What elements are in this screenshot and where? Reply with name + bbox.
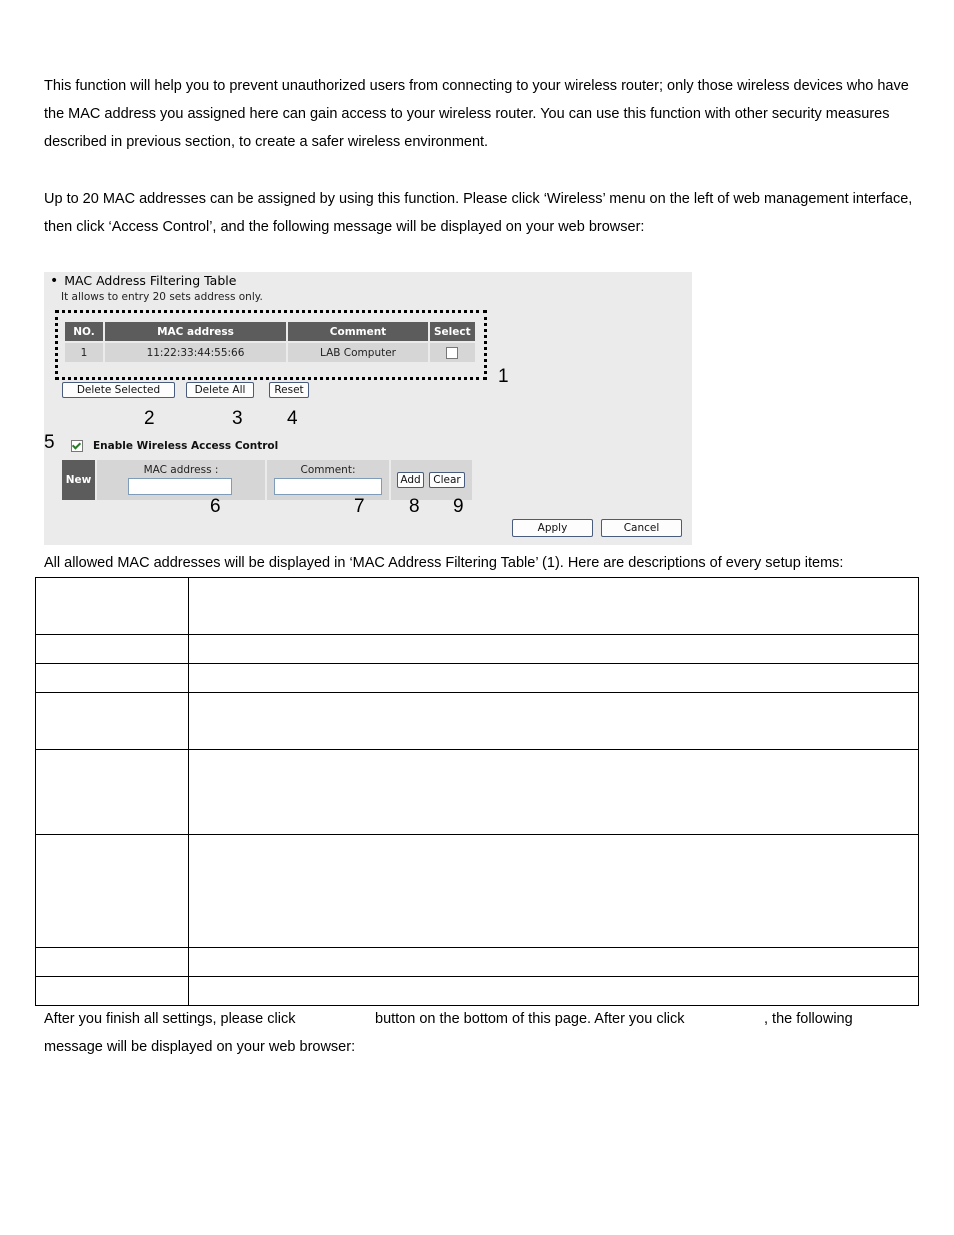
add-clear-cell <box>391 460 472 500</box>
item-description-cell <box>189 693 919 750</box>
closing-part-3: , the following <box>764 1011 853 1027</box>
row-select-checkbox[interactable] <box>446 347 458 359</box>
item-description-cell <box>189 835 919 948</box>
table-caption: All allowed MAC addresses will be displayed in ‘MAC Address Filtering Table’ (1). Here are descriptions of every setup items: <box>44 555 844 571</box>
closing-part-1: After you finish all settings, please click <box>44 1011 296 1027</box>
table-row <box>36 977 919 1006</box>
bullet-icon: • <box>50 273 59 289</box>
clear-button[interactable]: Clear <box>429 472 465 488</box>
table-row <box>36 835 919 948</box>
item-name-cell <box>36 948 189 977</box>
callout-1: 1 <box>498 366 509 387</box>
callout-9: 9 <box>453 496 464 517</box>
callout-8: 8 <box>409 496 420 517</box>
table-row <box>36 948 919 977</box>
row-select-cell <box>430 343 475 362</box>
mac-address-input[interactable] <box>128 478 232 495</box>
item-name-cell <box>36 835 189 948</box>
enable-access-control-row <box>71 440 278 452</box>
row-mac: 11:22:33:44:55:66 <box>105 343 286 362</box>
callout-2: 2 <box>144 408 155 429</box>
table-row <box>36 578 919 635</box>
comment-cell <box>267 460 389 500</box>
item-description-cell <box>189 664 919 693</box>
intro-paragraph-2: Up to 20 MAC addresses can be assigned by using this function. Please click ‘Wireless’ menu on the left of web management interface, then click ‘Access Control’, and the following message will be displayed on your web browser: <box>44 191 913 235</box>
callout-5: 5 <box>44 432 55 453</box>
table-title: • MAC Address Filtering Table <box>50 273 237 289</box>
item-name-cell <box>36 693 189 750</box>
enable-access-control-label: Enable Wireless Access Control <box>93 440 279 452</box>
setup-items-table <box>35 577 919 1006</box>
header-select: Select <box>430 322 475 341</box>
header-mac-address: MAC address <box>105 322 286 341</box>
item-description-cell <box>189 948 919 977</box>
callout-3: 3 <box>232 408 243 429</box>
header-no: NO. <box>65 322 103 341</box>
item-name-cell <box>36 664 189 693</box>
mac-filter-screenshot <box>44 272 692 545</box>
callout-7: 7 <box>354 496 365 517</box>
row-comment: LAB Computer <box>288 343 428 362</box>
mac-address-label: MAC address : <box>143 464 219 476</box>
apply-button[interactable]: Apply <box>512 519 593 537</box>
delete-all-button[interactable]: Delete All <box>186 382 254 398</box>
item-name-cell <box>36 578 189 635</box>
table-row <box>36 750 919 835</box>
mac-filtering-table <box>63 320 477 364</box>
callout-4: 4 <box>287 408 298 429</box>
item-name-cell <box>36 750 189 835</box>
table-row <box>65 343 475 362</box>
table-row <box>36 693 919 750</box>
table-row <box>36 664 919 693</box>
reset-button[interactable]: Reset <box>269 382 309 398</box>
closing-line-2: message will be displayed on your web browser: <box>44 1039 356 1055</box>
intro-paragraph-1: This function will help you to prevent unauthorized users from connecting to your wireless router; only those wireless devices who have the MAC address you assigned here can gain access to your wireless router. You can use this function with other security measures described in previous section, to create a safer wireless environment. <box>44 78 909 150</box>
header-comment: Comment <box>288 322 428 341</box>
comment-label: Comment: <box>300 464 356 476</box>
row-no: 1 <box>65 343 103 362</box>
item-name-cell <box>36 635 189 664</box>
item-description-cell <box>189 977 919 1006</box>
table-row <box>36 635 919 664</box>
closing-part-2: button on the bottom of this page. After you click <box>375 1011 685 1027</box>
item-description-cell <box>189 635 919 664</box>
enable-access-control-checkbox[interactable] <box>71 440 83 452</box>
item-description-cell <box>189 578 919 635</box>
item-description-cell <box>189 750 919 835</box>
table-subtitle: It allows to entry 20 sets address only. <box>61 291 263 303</box>
mac-address-cell <box>97 460 265 500</box>
item-name-cell <box>36 977 189 1006</box>
callout-6: 6 <box>210 496 221 517</box>
delete-selected-button[interactable]: Delete Selected <box>62 382 175 398</box>
cancel-button[interactable]: Cancel <box>601 519 682 537</box>
comment-input[interactable] <box>274 478 382 495</box>
new-entry-label: New <box>62 460 95 500</box>
add-button[interactable]: Add <box>397 472 424 488</box>
